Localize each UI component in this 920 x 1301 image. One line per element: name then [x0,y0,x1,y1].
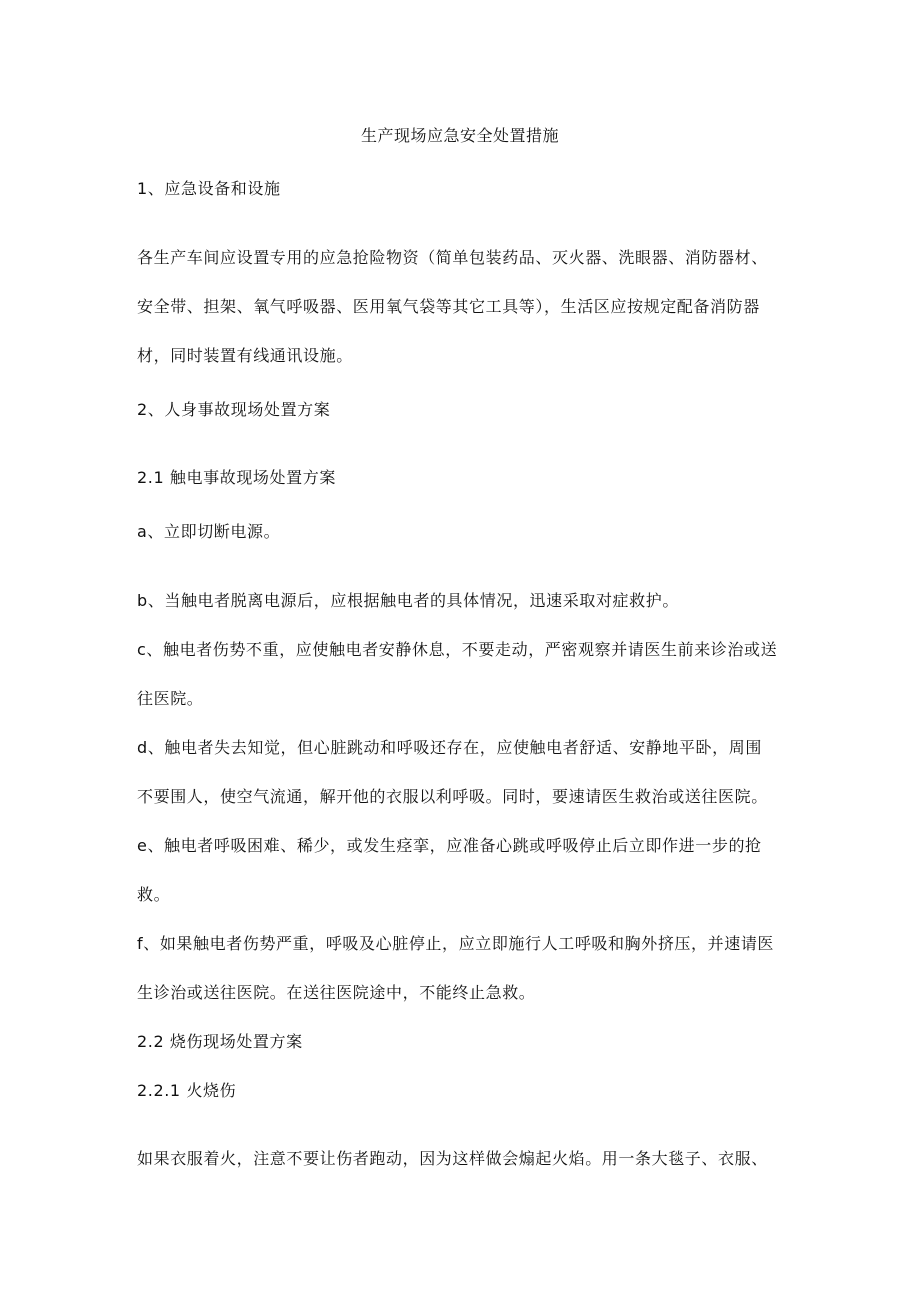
paragraph-line: 各生产车间应设置专用的应急抢险物资（简单包装药品、灭火器、洗眼器、消防器材、 [137,248,768,267]
list-item-b: b、当触电者脱离电源后，应根据触电者的具体情况，迅速采取对症救护。 [137,591,679,610]
section-heading-2: 2、人身事故现场处置方案 [137,400,331,419]
list-item-c: c、触电者伤势不重，应使触电者安静休息，不要走动，严密观察并请医生前来诊治或送 [137,640,778,659]
list-item-d: d、触电者失去知觉，但心脏跳动和呼吸还存在，应使触电者舒适、安静地平卧，周围 [137,738,762,757]
list-item-d-cont: 不要围人，使空气流通，解开他的衣服以利呼吸。同时，要速请医生救治或送往医院。 [137,787,768,806]
paragraph-line: 安全带、担架、氧气呼吸器、医用氧气袋等其它工具等），生活区应按规定配备消防器 [137,297,760,316]
list-item-a: a、立即切断电源。 [137,522,281,541]
document-title: 生产现场应急安全处置措施 [360,126,559,145]
list-item-c-cont: 往医院。 [137,689,204,708]
paragraph-line: 材，同时装置有线通讯设施。 [137,346,353,365]
paragraph-line: 如果衣服着火，注意不要让伤者跑动，因为这样做会煽起火焰。用一条大毯子、衣服、 [137,1149,768,1168]
section-heading-1: 1、应急设备和设施 [137,179,281,198]
subsection-heading-2-2-1: 2.2.1 火烧伤 [137,1081,237,1100]
subsection-heading-2-1: 2.1 触电事故现场处置方案 [137,468,336,487]
list-item-f: f、如果触电者伤势严重，呼吸及心脏停止，应立即施行人工呼吸和胸外挤压，并速请医 [137,934,775,953]
list-item-e: e、触电者呼吸困难、稀少，或发生痉挛，应准备心跳或呼吸停止后立即作进一步的抢 [137,836,762,855]
list-item-e-cont: 救。 [137,885,171,904]
subsection-heading-2-2: 2.2 烧伤现场处置方案 [137,1032,303,1051]
list-item-f-cont: 生诊治或送往医院。在送往医院途中，不能终止急救。 [137,983,536,1002]
